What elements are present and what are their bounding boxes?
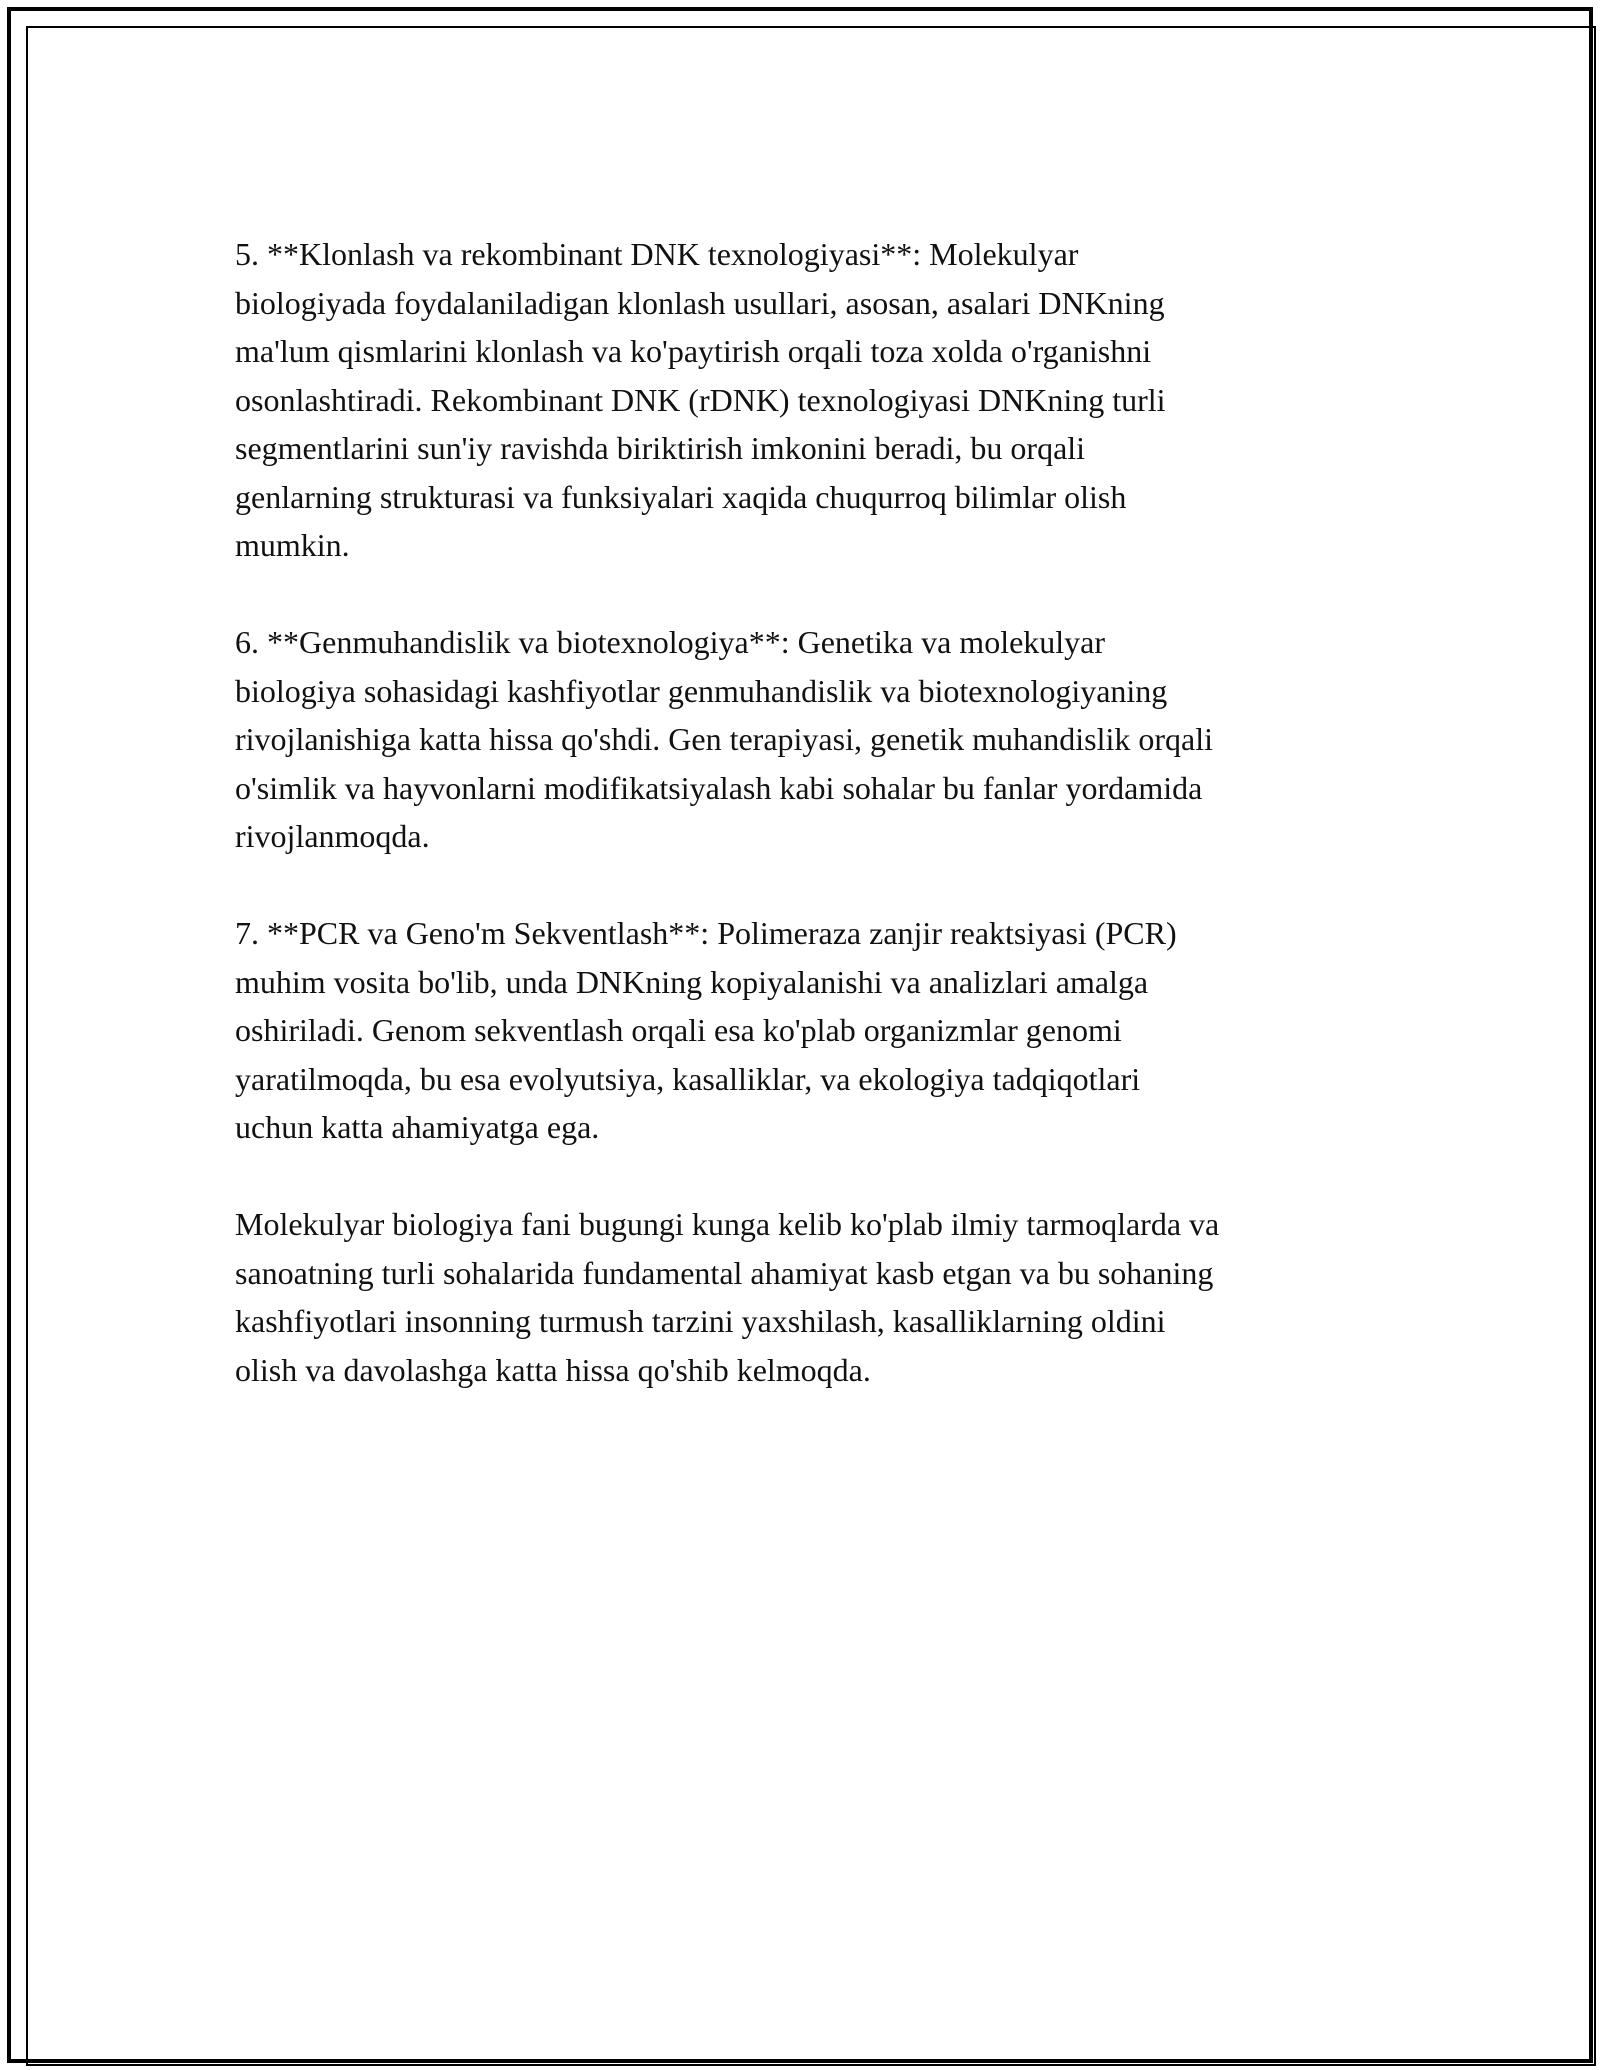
paragraph-conclusion: Molekulyar biologiya fani bugungi kunga kelib ko'plab ilmiy tarmoqlarda va sanoatning turli sohalarida fundamental ahamiyat kasb etgan va bu sohaning kashfiyotlari insonning turmush tarzini yaxshilash, kasalliklarning oldini olish va davolashga katta hissa qo'shib kelmoqda.	[235, 1206, 1220, 1388]
paragraph-pcr-genome-sequencing: 7. **PCR va Geno'm Sekventlash**: Polimeraza zanjir reaktsiyasi (PCR) muhim vosita bo'lib, unda DNKning kopiyalanishi va analizlari amalga oshiriladi. Genom sekventlash orqali esa ko'plab organizmlar genomi yaratilmoqda, bu esa evolyutsiya, kasalliklar, va ekologiya tadqiqotlari uchun katta ahamiyatga ega.	[235, 915, 1177, 1145]
paragraph-genetic-engineering-biotech: 6. **Genmuhandislik va biotexnologiya**: Genetika va molekulyar biologiya sohasidagi kashfiyotlar genmuhandislik va biotexnologiyaning rivojlanishiga katta hissa qo'shdi. Gen terapiyasi, genetik muhandislik orqali o'simlik va hayvonlarni modifikatsiyalash kabi sohalar bu fanlar yordamida rivojlanmoqda.	[235, 624, 1214, 854]
paragraph-cloning-recombinant-dna: 5. **Klonlash va rekombinant DNK texnologiyasi**: Molekulyar biologiyada foydalaniladigan klonlash usullari, asosan, asalari DNKning ma'lum qismlarini klonlash va ko'paytirish orqali toza xolda o'rganishni osonlashtiradi. Rekombinant DNK (rDNK) texnologiyasi DNKning turli segmentlarini sun'iy ravishda biriktirish imkonini beradi, bu orqali genlarning strukturasi va funksiyalari xaqida chuqurroq bilimlar olish mumkin.	[235, 236, 1166, 563]
document-body	[235, 230, 1395, 1443]
